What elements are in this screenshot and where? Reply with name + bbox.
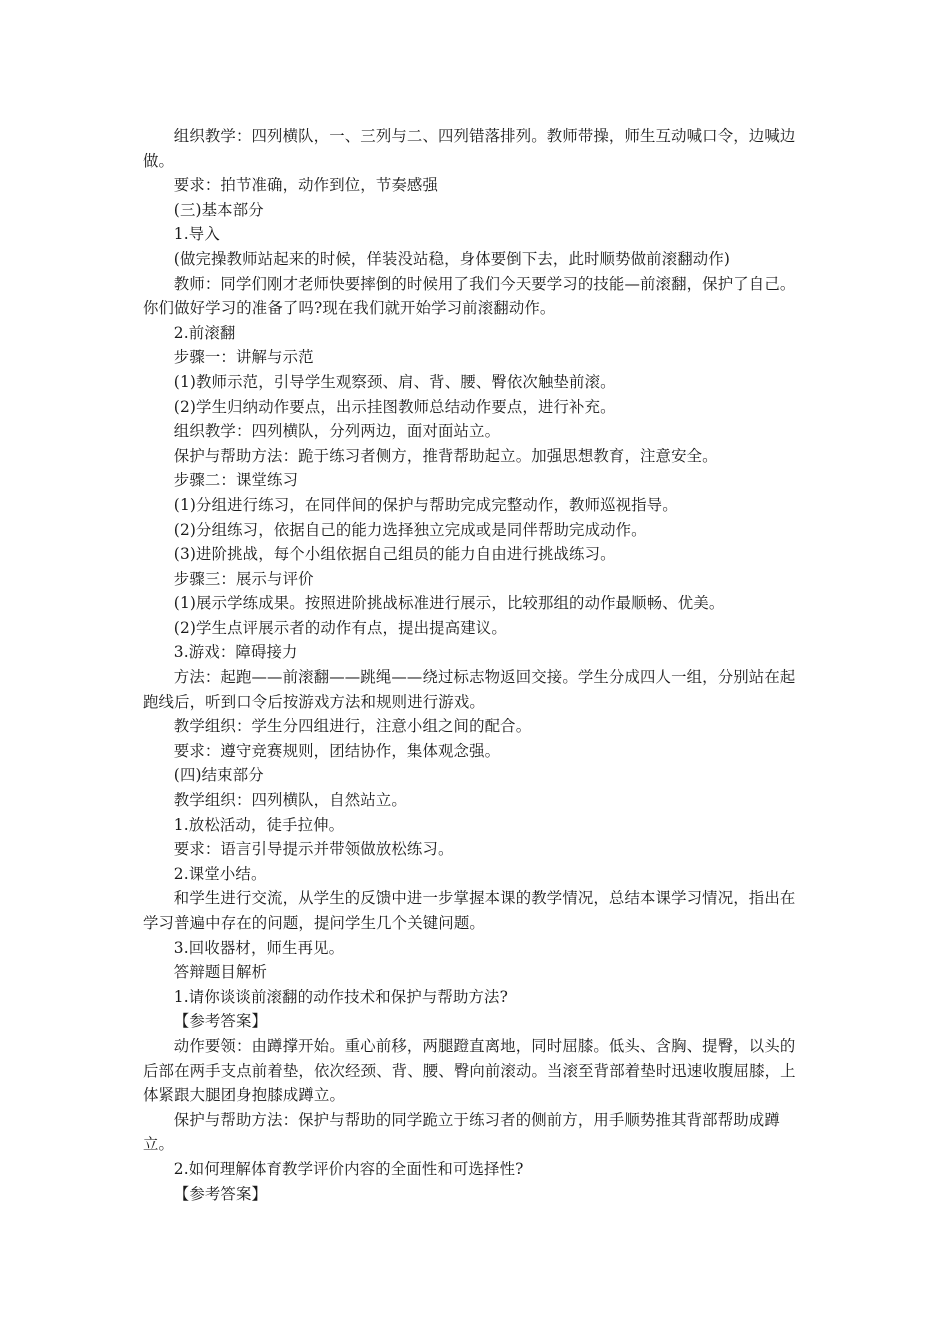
paragraph-organization: 组织教学：四列横队，一、三列与二、四列错落排列。教师带操，师生互动喊口令，边喊边做。 (143, 127, 796, 170)
step-one-item-1: (1)教师示范，引导学生观察颈、肩、背、腰、臀依次触垫前滚。 (173, 372, 616, 391)
paragraph-ending-organization: 教学组织：四列横队，自然站立。 (173, 791, 407, 810)
heading-defense-analysis: 答辩题目解析 (173, 963, 268, 982)
section-heading-basic: (三)基本部分 (173, 200, 264, 219)
paragraph-organization-2: 组织教学：四列横队，分列两边，面对面站立。 (173, 422, 501, 441)
step-two-item-3: (3)进阶挑战，每个小组依据自己组员的能力自由进行挑战练习。 (173, 545, 616, 564)
step-two-heading: 步骤二：课堂练习 (173, 471, 299, 490)
paragraph-summary: 和学生进行交流，从学生的反馈中进一步掌握本课的教学情况，总结本课学习情况，指出在学习普遍中存在的问题，提问学生几个关键问题。 (143, 889, 796, 932)
subheading-relax: 1.放松活动，徒手拉伸。 (173, 815, 345, 834)
answer-1-protection: 保护与帮助方法：保护与帮助的同学跪立于练习者的侧前方，用手顺势推其背部帮助成蹲立。 (143, 1110, 780, 1154)
step-three-heading: 步骤三：展示与评价 (173, 569, 314, 588)
section-heading-ending: (四)结束部分 (173, 766, 264, 785)
step-two-item-1: (1)分组进行练习，在同伴间的保护与帮助完成完整动作，教师巡视指导。 (173, 495, 678, 514)
paragraph-teacher-speech: 教师：同学们刚才老师快要摔倒的时候用了我们今天要学习的技能—前滚翻，保护了自己。你们做好学习的准备了吗?现在我们就开始学习前滚翻动作。 (143, 274, 796, 318)
step-one-heading: 步骤一：讲解与示范 (173, 348, 314, 367)
answer-1-technique: 动作要领：由蹲撑开始。重心前移，两腿蹬直离地，同时屈膝。低头、含胸、提臀，以头的后部在两手支点前着垫，依次经颈、背、腰、臀向前滚动。当滚至背部着垫时迅速收腹屈膝，上体紧跟大腿团身抱膝成蹲立。 (143, 1036, 796, 1105)
reference-answer-label-2: 【参考答案】 (173, 1184, 268, 1203)
subheading-intro: 1.导入 (173, 225, 220, 244)
subheading-cleanup: 3.回收器材，师生再见。 (173, 938, 345, 957)
subheading-game: 3.游戏：障碍接力 (173, 643, 298, 662)
step-three-item-1: (1)展示学练成果。按照进阶挑战标准进行展示，比较那组的动作最顺畅、优美。 (173, 594, 725, 613)
paragraph-game-organization: 教学组织：学生分四组进行，注意小组之间的配合。 (173, 717, 532, 736)
subheading-forward-roll: 2.前滚翻 (173, 323, 236, 342)
step-one-item-2: (2)学生归纳动作要点，出示挂图教师总结动作要点，进行补充。 (173, 397, 616, 416)
step-two-item-2: (2)分组练习，依据自己的能力选择独立完成或是同伴帮助完成动作。 (173, 520, 647, 539)
paragraph-game-requirement: 要求：遵守竞赛规则，团结协作，集体观念强。 (173, 741, 501, 760)
question-2: 2.如何理解体育教学评价内容的全面性和可选择性? (173, 1159, 524, 1178)
paragraph-game-method: 方法：起跑——前滚翻——跳绳——绕过标志物返回交接。学生分成四人一组，分别站在起跑线后，听到口令后按游戏方法和规则进行游戏。 (143, 668, 796, 711)
paragraph-relax-requirement: 要求：语言引导提示并带领做放松练习。 (173, 840, 454, 859)
step-three-item-2: (2)学生点评展示者的动作有点，提出提高建议。 (173, 618, 507, 637)
paragraph-requirement: 要求：拍节准确，动作到位，节奏感强 (173, 176, 438, 195)
document-body (143, 124, 803, 1206)
paragraph-intro-action: (做完操教师站起来的时候，佯装没站稳，身体要倒下去，此时顺势做前滚翻动作) (173, 249, 731, 268)
question-1: 1.请你谈谈前滚翻的动作技术和保护与帮助方法? (173, 987, 508, 1006)
paragraph-protection: 保护与帮助方法：跪于练习者侧方，推背帮助起立。加强思想教育，注意安全。 (173, 446, 718, 465)
subheading-summary: 2.课堂小结。 (173, 864, 267, 883)
reference-answer-label-1: 【参考答案】 (173, 1012, 268, 1031)
